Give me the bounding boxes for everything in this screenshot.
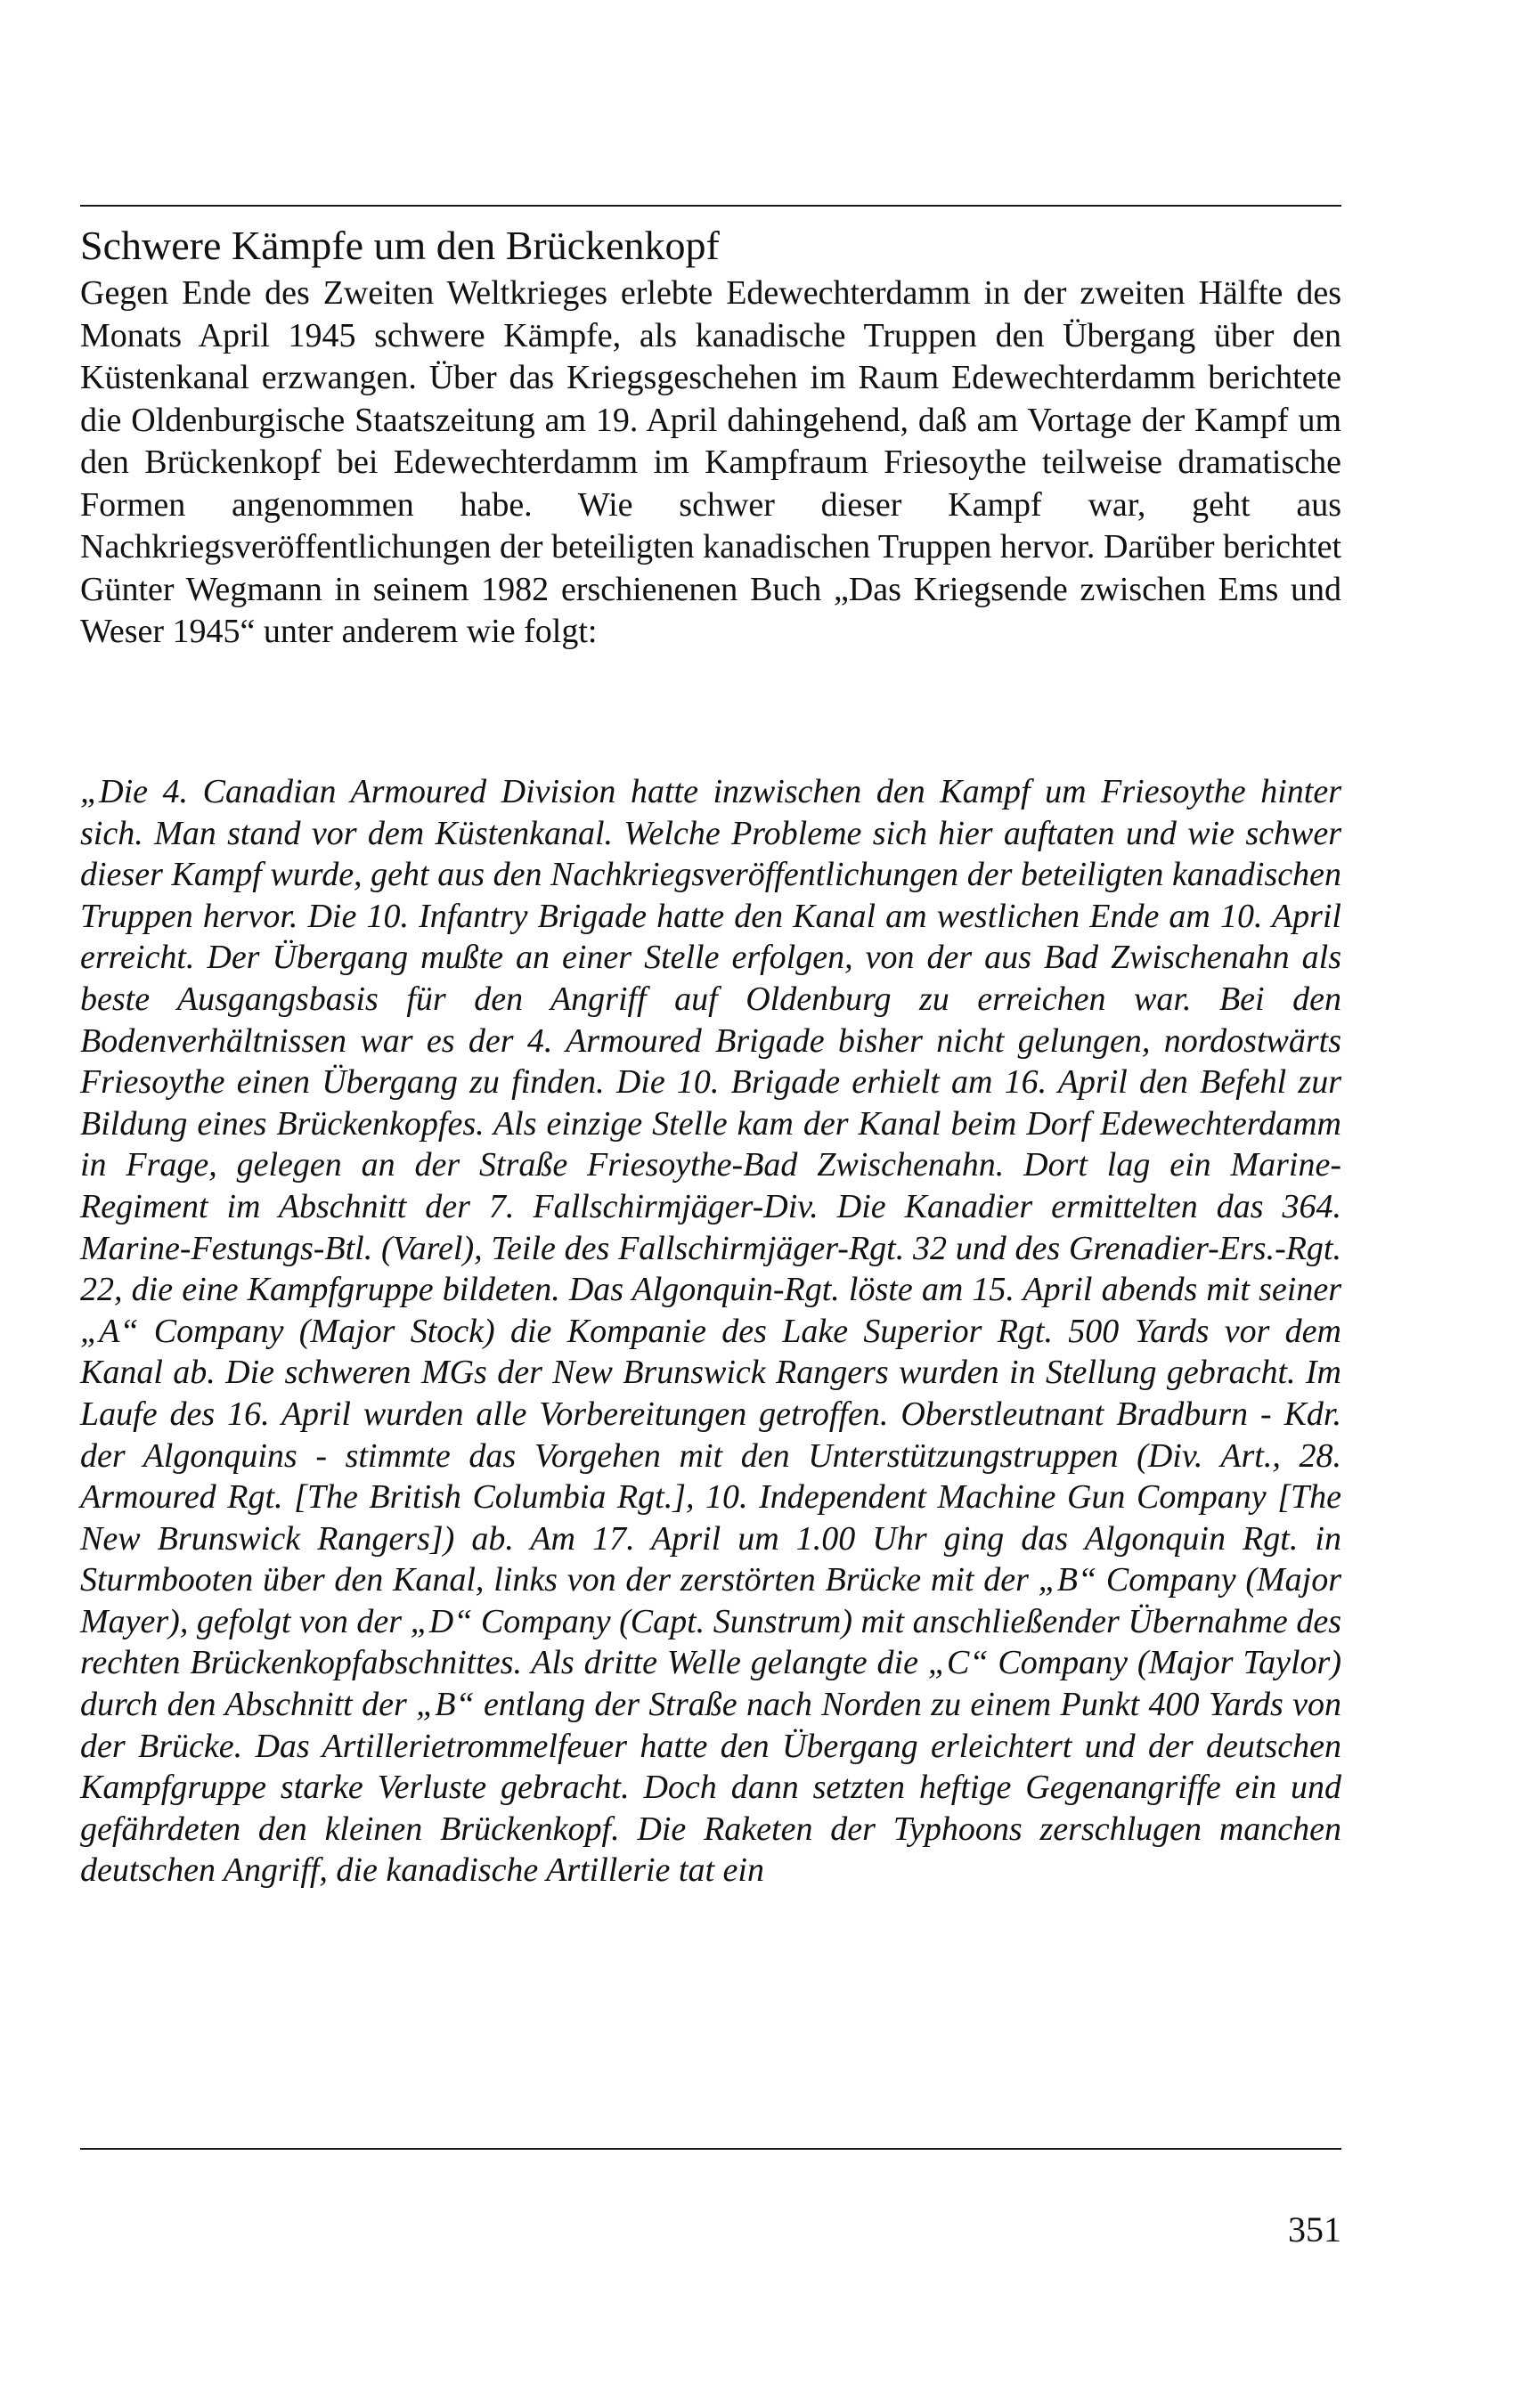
page-number: 351 xyxy=(1288,2209,1341,2249)
bottom-rule xyxy=(80,2148,1341,2150)
section-title: Schwere Kämpfe um den Brückenkopf xyxy=(80,223,720,268)
intro-paragraph xyxy=(80,273,1341,654)
top-rule xyxy=(80,205,1341,207)
quote-paragraph xyxy=(80,737,1341,1925)
intro-text: Gegen Ende des Zweiten Weltkrieges erlebte Edewechterdamm in der zweiten Hälfte des Monats April 1945 schwere Kämpfe, als kanadische Truppen den Übergang über den Küstenkanal erzwangen. Über das Kriegsgeschehen im Raum Edewechterdamm berichtete die Oldenburgische Staatszeitung am 19. April dahingehend, daß am Vortage der Kampf um den Brückenkopf bei Edewechterdamm im Kampfraum Friesoythe teilweise dramatische Formen angenommen habe. Wie schwer dieser Kampf war, geht aus Nachkriegsveröffentlichungen der beteiligten kanadischen Truppen hervor. Darüber berichtet Günter Wegmann in seinem 1982 erschienenen Buch „Das Kriegsende zwischen Ems und Weser 1945“ unter anderem wie folgt: xyxy=(80,274,1341,650)
quote-text: „Die 4. Canadian Armoured Division hatte inzwischen den Kampf um Friesoythe hinter sich. Man stand vor dem Küstenkanal. Welche Probleme sich hier auftaten und wie schwer dieser Kampf wurde, geht aus den Nachkriegsveröffentlichungen der beteiligten kanadischen Truppen hervor. Die 10. Infantry Brigade hatte den Kanal am westlichen Ende am 10. April erreicht. Der Übergang mußte an einer Stelle erfolgen, von der aus Bad Zwischenahn als beste Ausgangsbasis für den Angriff auf Oldenburg zu erreichen war. Bei den Bodenverhältnissen war es der 4. Armoured Brigade bisher nicht gelungen, nordostwärts Friesoythe einen Übergang zu finden. Die 10. Brigade erhielt am 16. April den Befehl zur Bildung eines Brückenkopfes. Als einzige Stelle kam der Kanal beim Dorf Edewechterdamm in Frage, gelegen an der Straße Friesoythe-Bad Zwischenahn. Dort lag ein Marine-Regiment im Abschnitt der 7. Fallschirmjäger-Div. Die Kanadier ermittelten das 364. Marine-Festungs-Btl. (Varel), Teile des Fallschirmjäger-Rgt. 32 und des Grenadier-Ers.-Rgt. 22, die eine Kampfgruppe bildeten. Das Algonquin-Rgt. löste am 15. April abends mit seiner „A“ Company (Major Stock) die Kompanie des Lake Superior Rgt. 500 Yards vor dem Kanal ab. Die schweren MGs der New Brunswick Rangers wurden in Stellung gebracht. Im Laufe des 16. April wurden alle Vorbereitungen getroffen. Oberstleutnant Bradburn - Kdr. der Algonquins - stimmte das Vorgehen mit den Unterstützungstruppen (Div. Art., 28. Armoured Rgt. [The British Columbia Rgt.], 10. Independent Machine Gun Company [The New Brunswick Rangers]) ab. Am 17. April um 1.00 Uhr ging das Algonquin Rgt. in Sturmbooten über den Kanal, links von der zerstörten Brücke mit der „B“ Company (Major Mayer), gefolgt von der „D“ Company (Capt. Sunstrum) mit anschließender Übernahme des rechten Brückenkopfabschnittes. Als dritte Welle gelangte die „C“ Company (Major Taylor) durch den Abschnitt der „B“ entlang der Straße nach Norden zu einem Punkt 400 Yards von der Brücke. Das Artillerietrommelfeuer hatte den Übergang erleichtert und der deutschen Kampfgruppe starke Verluste gebracht. Doch dann setzten heftige Gegenangriffe ein und gefährdeten den kleinen Brückenkopf. Die Raketen der Typhoons zerschlugen manchen deutschen Angriff, die kanadische Artillerie tat ein xyxy=(80,773,1341,1890)
